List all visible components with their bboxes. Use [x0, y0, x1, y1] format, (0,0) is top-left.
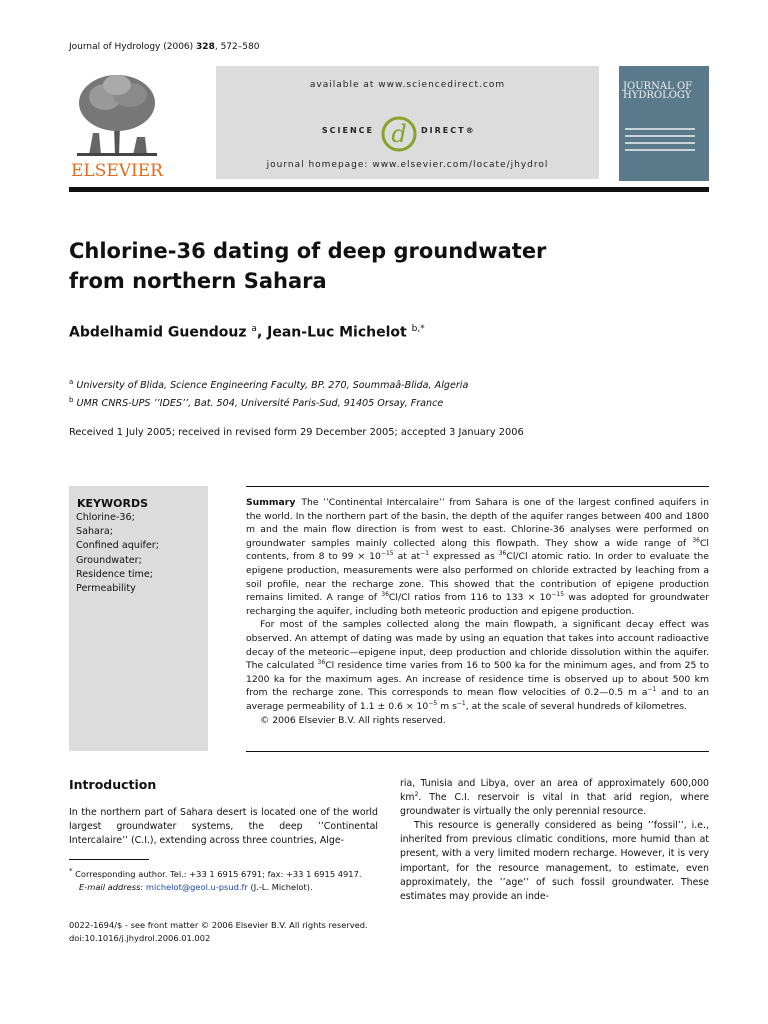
author-name: Jean-Luc Michelot — [267, 324, 407, 341]
footnote: * Corresponding author. Tel.: +33 1 6915 6791; fax: +33 1 6915 4917. E-mail address: michelot@geol.u-psud.fr (J.-L. Michelot). — [69, 867, 362, 892]
keyword: Sahara; — [76, 526, 113, 538]
tree-icon — [75, 71, 159, 156]
affiliations: $^a$ University of Blida, Science Engineering Faculty, BP. 270, Soummaâ-Blida, Algeria $^b$ UMR CNRS-UPS ’’IDES’’, Bat. 504, Université Paris-Sud, 91405 Orsay, France — [69, 378, 469, 410]
journal-cover[interactable] — [619, 66, 709, 181]
sciencedirect-logo[interactable]: SCIENCE d DIRECT® — [216, 116, 599, 152]
keyword: Chlorine-36; — [76, 512, 135, 523]
elsevier-wordmark: ELSEVIER — [71, 161, 163, 181]
author-name: Abdelhamid Guendouz — [69, 324, 247, 341]
section-heading: Introduction — [69, 777, 157, 792]
cover-contents — [625, 128, 695, 156]
sciencedirect-at-icon — [377, 112, 421, 156]
author-list: Abdelhamid Guendouz $^a$, Jean-Luc Michelot $^{b,*}$ — [69, 324, 425, 341]
sciencedirect-link[interactable]: available at www.sciencedirect.com — [309, 80, 506, 90]
keyword: Permeability — [76, 583, 136, 595]
cover-title: JOURNAL OF HYDROLOGY — [623, 81, 693, 101]
abstract-rule-bottom — [246, 751, 709, 752]
keywords-box — [69, 486, 208, 751]
body-column-right: ria, Tunisia and Libya, over an area of approximately 600,000 $km^2$. The C.I. reservoir is vital in that arid region, where groundwater is virtually the only perennial resource. This resource is generally considered as being ’’fossil’’, i.e., inherited from previous climatic conditions, more humid than at present, with a very limited modern recharge. However, it is very important, for the resource management, to estimate, even approximately, the ’’age’’ of such fossil groundwater. These estimates may provide an inde- — [400, 778, 709, 902]
article-title: Chlorine-36 dating of deep groundwater from northern Sahara — [69, 239, 547, 293]
received-dates: Received 1 July 2005; received in revised form 29 December 2005; accepted 3 January 2006 — [69, 427, 524, 438]
doi-link[interactable]: doi:10.1016/j.jhydrol.2006.01.002 — [69, 932, 211, 943]
abstract-rule-top — [246, 486, 709, 487]
keywords-list — [76, 511, 159, 596]
front-matter: 0022-1694/$ - see front matter © 2006 Elsevier B.V. All rights reserved. doi:10.1016/j.jhydrol.2006.01.002 — [69, 920, 368, 943]
elsevier-logo[interactable] — [67, 71, 167, 181]
copyright: © 2006 Elsevier B.V. All rights reserved. — [260, 714, 446, 726]
footnote-rule — [69, 859, 149, 860]
svg-text:d: d — [391, 120, 407, 148]
journal-homepage-link[interactable]: journal homepage: www.elsevier.com/locate/jhydrol — [266, 160, 549, 170]
header-rule — [69, 187, 709, 192]
body-column-left: In the northern part of Sahara desert is located one of the world largest groundwater systems, the deep ’’Continental Intercalaire’’ (C.I.), extending across three countries, Alge- — [69, 807, 378, 847]
keyword: Confined aquifer; — [76, 540, 159, 552]
keyword: Groundwater; — [76, 554, 142, 566]
keyword: Residence time; — [76, 568, 154, 580]
abstract: Summary The ’’Continental Intercalaire’’ from Sahara is one of the largest confined aquifers in the world. In the northern part of the basin, the depth of the aquifer ranges between 400 and 1800 m and the main flow direction is from west to east. Chlorine-36 analyses were performed on groundwater samples mainly collected along this flowpath. They show a wide range of $^{36}$Cl contents, from 8 to $99 \times 10^{-15}$ at $at^{-1}$ expressed as $^{36}$Cl/Cl atomic ratio. In order to evaluate the epigene production, measurements were also performed on chloride extracted by leaching from a soil profile, near the recharge zone. This showed that the contribution of epigene production remains limited. A range of $^{36}$Cl/Cl ratios from 116 to $133 \times 10^{-15}$ was adopted for groundwater recharging the aquifer, including both meteoric production and epigene production. For most of the samples collected along the main flowpath, a significant decay effect was observed. An attempt of dating was made by using an equation that takes into account radioactive decay of the meteoric—epigene input, deep production and chloride dissolution within the aquifer. The calculated $^{36}$Cl residence time varies from 16 to 500 ka for the minimum ages, and from 25 to 1200 ka for the maximum ages. An increase of residence time is observed up to about 500 km from the recharge zone. This corresponds to mean flow velocities of 0.2—0.5 m $a^{-1}$ and to an average permeability of $1.1 \pm 0.6 \times 10^{-5}$ m $s^{-1}$, at the scale of several hundreds of kilometres. © 2006 Elsevier B.V. All rights reserved. — [246, 497, 710, 726]
journal-citation: Journal of Hydrology (2006) 328, 572–580 — [69, 42, 260, 52]
email-link[interactable]: michelot@geol.u-psud.fr — [145, 881, 248, 892]
keywords-heading: KEYWORDS — [77, 497, 149, 510]
